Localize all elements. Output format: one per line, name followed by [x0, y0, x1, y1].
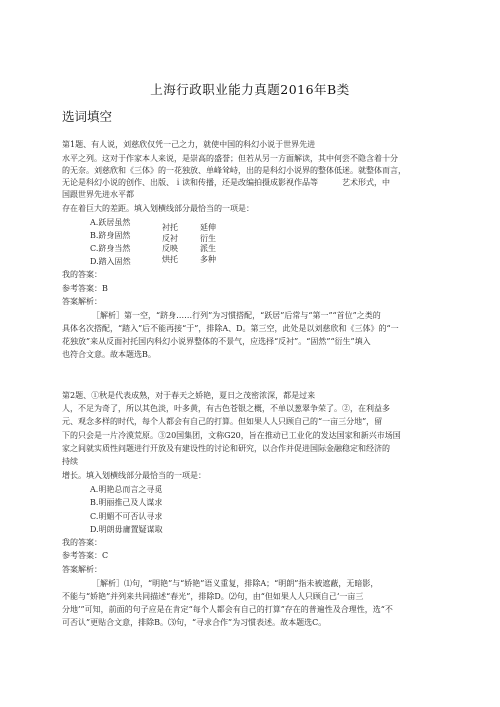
q2-reference-answer: 参考答案：C: [62, 551, 109, 560]
q1-word: 衍生: [200, 233, 216, 243]
q2-text-line: 元、观念多样的时代，每个人都会有自己的打算。但如果人人只顾自己的“一亩三分地”，留: [62, 417, 383, 426]
q2-text-line: 持续: [62, 457, 78, 466]
q2-text-line: 第2题、①秋是代表成熟，对于春天之娇艳，夏日之茂密浓深，都是过来: [62, 391, 316, 400]
q1-word: 多种: [200, 254, 216, 264]
q2-analysis-line: ［解析］⑴句，“明艳”与“娇艳”语义重复，排除A；“明朗”指未被遮蔽，无暗影，: [92, 579, 379, 588]
q2-option-d: D.明朗毋庸置疑谋取: [90, 525, 163, 534]
q1-text-line: 第1题、有人说，刘慈欣仅凭一己之力，就使中国的科幻小说于世界先进: [62, 140, 316, 149]
q2-analysis-line: 分地’”可知，前面的句子应是在肯定“每个人都会有自己的打算”存在的普遍性及合理性，选“不: [62, 605, 393, 614]
q1-option-a: A.跃居虽然: [90, 218, 131, 227]
q1-text-line: 的无奈。刘慈欣和《三体》的一花独放、单峰耸峙，出的是科幻小说界的整体低迷。就整体而言，: [62, 166, 406, 175]
q1-word: 反映: [162, 244, 178, 253]
q1-text-line: 存在着巨大的差距。填入划横线部分最恰当的一项是：: [62, 204, 254, 213]
q1-option-b: B.跻身固然: [90, 231, 131, 240]
page-title: 上海行政职业能力真题2016年B类: [150, 82, 350, 97]
q1-my-answer: 我的答案：: [62, 270, 102, 279]
q2-text-line: 增长。填入划横线部分最恰当的一项是：: [62, 471, 206, 480]
q2-my-answer: 我的答案：: [62, 538, 102, 547]
q2-text-line: 家之间就实质性问题进行开放及有建设性的讨论和研究，以合作并促进国际金融稳定和经济的: [62, 444, 390, 453]
q1-option-c: C.跻身当然: [90, 244, 131, 253]
q1-text-line: 水平之列。这对于作家本人来说，是崇高的盛誉；但若从另一方面解读，其中何尝不隐含着十分: [62, 154, 398, 163]
q1-analysis-line: ［解析］第一空，“跻身……行列”为习惯搭配，“跃居”后常与“第一”“首位”之类的: [92, 311, 381, 320]
q1-reference-answer: 参考答案：B: [62, 284, 108, 293]
q2-option-b: B.明丽推己及人谋求: [90, 498, 163, 507]
q2-option-a: A.明艳总而言之寻觅: [90, 485, 163, 494]
q2-analysis-line: 可否认”更贴合文意，排除B。⑶句，“寻求合作”为习惯表述。故本题选C。: [62, 618, 327, 627]
q1-text-line: 国跟世界先进水平都: [62, 190, 134, 199]
q1-analysis-line: 具体名次搭配，“踏入”后不能再接“于”，排除A、D。第三空，此处是以刘慈欣和《三体》的“一: [62, 324, 399, 333]
q1-word: 反衬: [162, 233, 178, 243]
q1-word: 衬托: [162, 223, 178, 232]
q1-analysis-line: 花独放”来从反面衬托国内科幻小说界整体的不景气，应选择“反衬”。“固然”“衍生”填入: [62, 337, 371, 346]
q1-word: 延伸: [200, 223, 216, 232]
q1-option-d: D.踏入固然: [90, 257, 131, 266]
q2-analysis-line: 不能与“娇艳”并列来共同描述“春光”，排除D。⑵句，由“但如果人人只顾自己‘一亩三: [62, 592, 364, 601]
q1-text-line: 无论是科幻小说的创作、出版、ｉ读和传播，还是改编拍摄成影视作品等 艺术形式，中: [62, 178, 390, 187]
q1-analysis-line: 也符合文意。故本题选B。: [62, 350, 156, 359]
q2-text-line: 下的只会是一片冷漠荒原。③20国集团，文称G20，旨在推动已工业化的发达国家和新兴市场国: [62, 431, 401, 440]
section-heading: 选词填空: [62, 109, 113, 124]
q2-text-line: 人，不足为奇了，所以其色淡，叶多黄，有古色苍银之概，不单以葱翠争荣了。②，在利益多: [62, 404, 390, 413]
q1-word: 烘托: [162, 254, 178, 264]
q1-word-grid: [162, 223, 240, 265]
q1-word: 派生: [200, 244, 216, 253]
q1-analysis-label: 答案解析：: [62, 297, 102, 306]
q2-analysis-label: 答案解析：: [62, 565, 102, 574]
q2-option-c: C.明媚不可否认寻求: [90, 512, 163, 521]
